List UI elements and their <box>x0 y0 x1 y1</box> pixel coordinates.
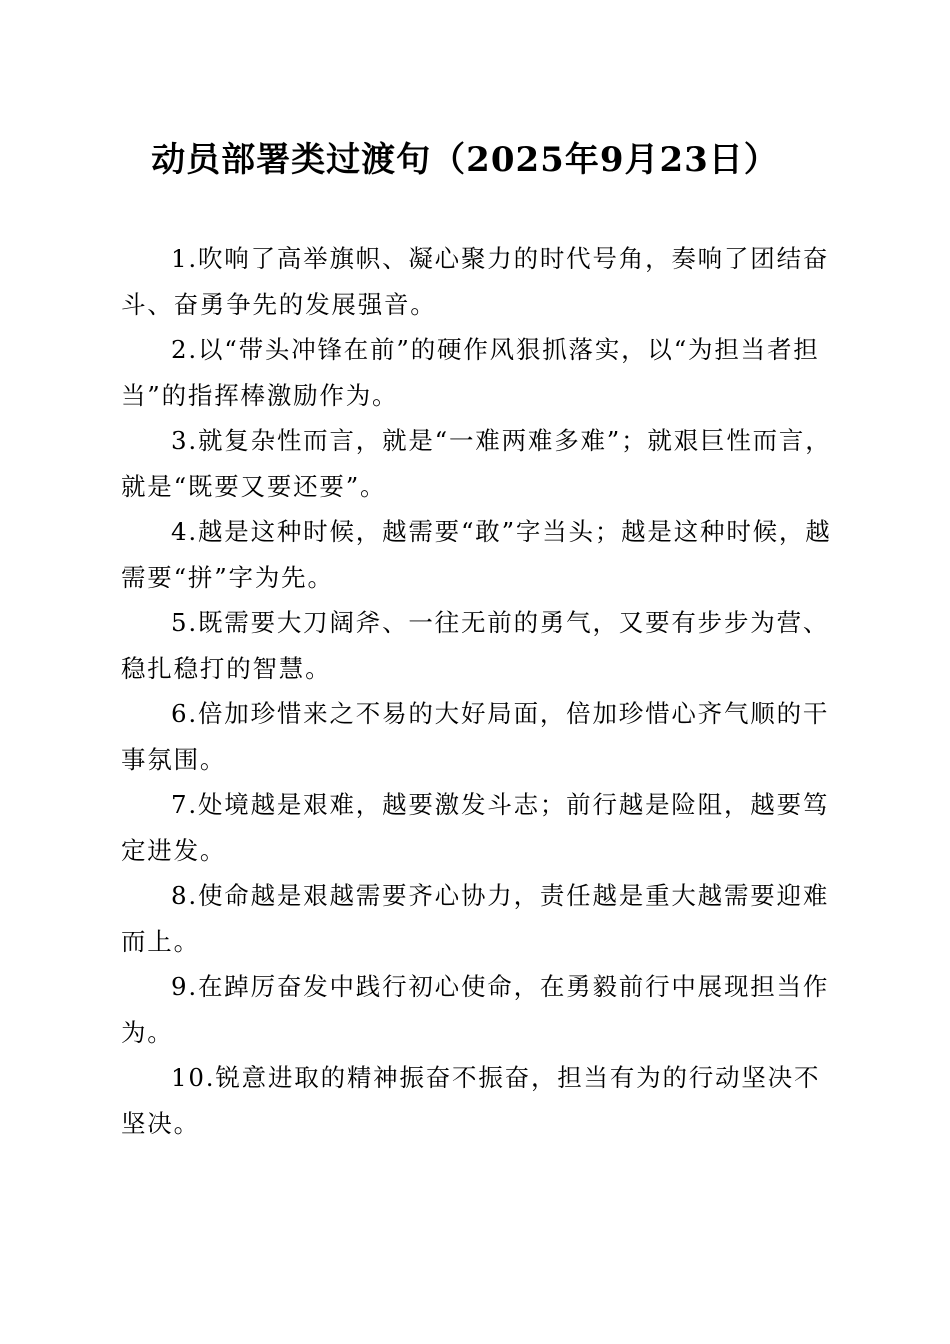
list-item: 8.使命越是艰越需要齐心协力，责任越是重大越需要迎难而上。 <box>121 881 830 956</box>
list-item: 7.处境越是艰难，越要激发斗志；前行越是险阻，越要笃定进发。 <box>121 790 830 865</box>
document-body <box>121 236 837 1146</box>
list-item: 5.既需要大刀阔斧、一往无前的勇气，又要有步步为营、稳扎稳打的智慧。 <box>121 608 830 683</box>
document-title: 动员部署类过渡句（2025年9月23日） <box>151 140 779 180</box>
list-item: 9.在踔厉奋发中践行初心使命，在勇毅前行中展现担当作为。 <box>121 972 830 1047</box>
list-item: 6.倍加珍惜来之不易的大好局面，倍加珍惜心齐气顺的干事氛围。 <box>121 699 830 774</box>
list-item: 1.吹响了高举旗帜、凝心聚力的时代号角，奏响了团结奋斗、奋勇争先的发展强音。 <box>121 244 830 319</box>
list-item: 3.就复杂性而言，就是“一难两难多难”；就艰巨性而言，就是“既要又要还要”。 <box>121 426 832 501</box>
list-item: 2.以“带头冲锋在前”的硬作风狠抓落实，以“为担当者担当”的指挥棒激励作为。 <box>121 335 820 410</box>
list-item: 4.越是这种时候，越需要“敢”字当头；越是这种时候，越需要“拼”字为先。 <box>121 517 832 592</box>
list-item: 10.锐意进取的精神振奋不振奋，担当有为的行动坚决不坚决。 <box>121 1063 821 1138</box>
